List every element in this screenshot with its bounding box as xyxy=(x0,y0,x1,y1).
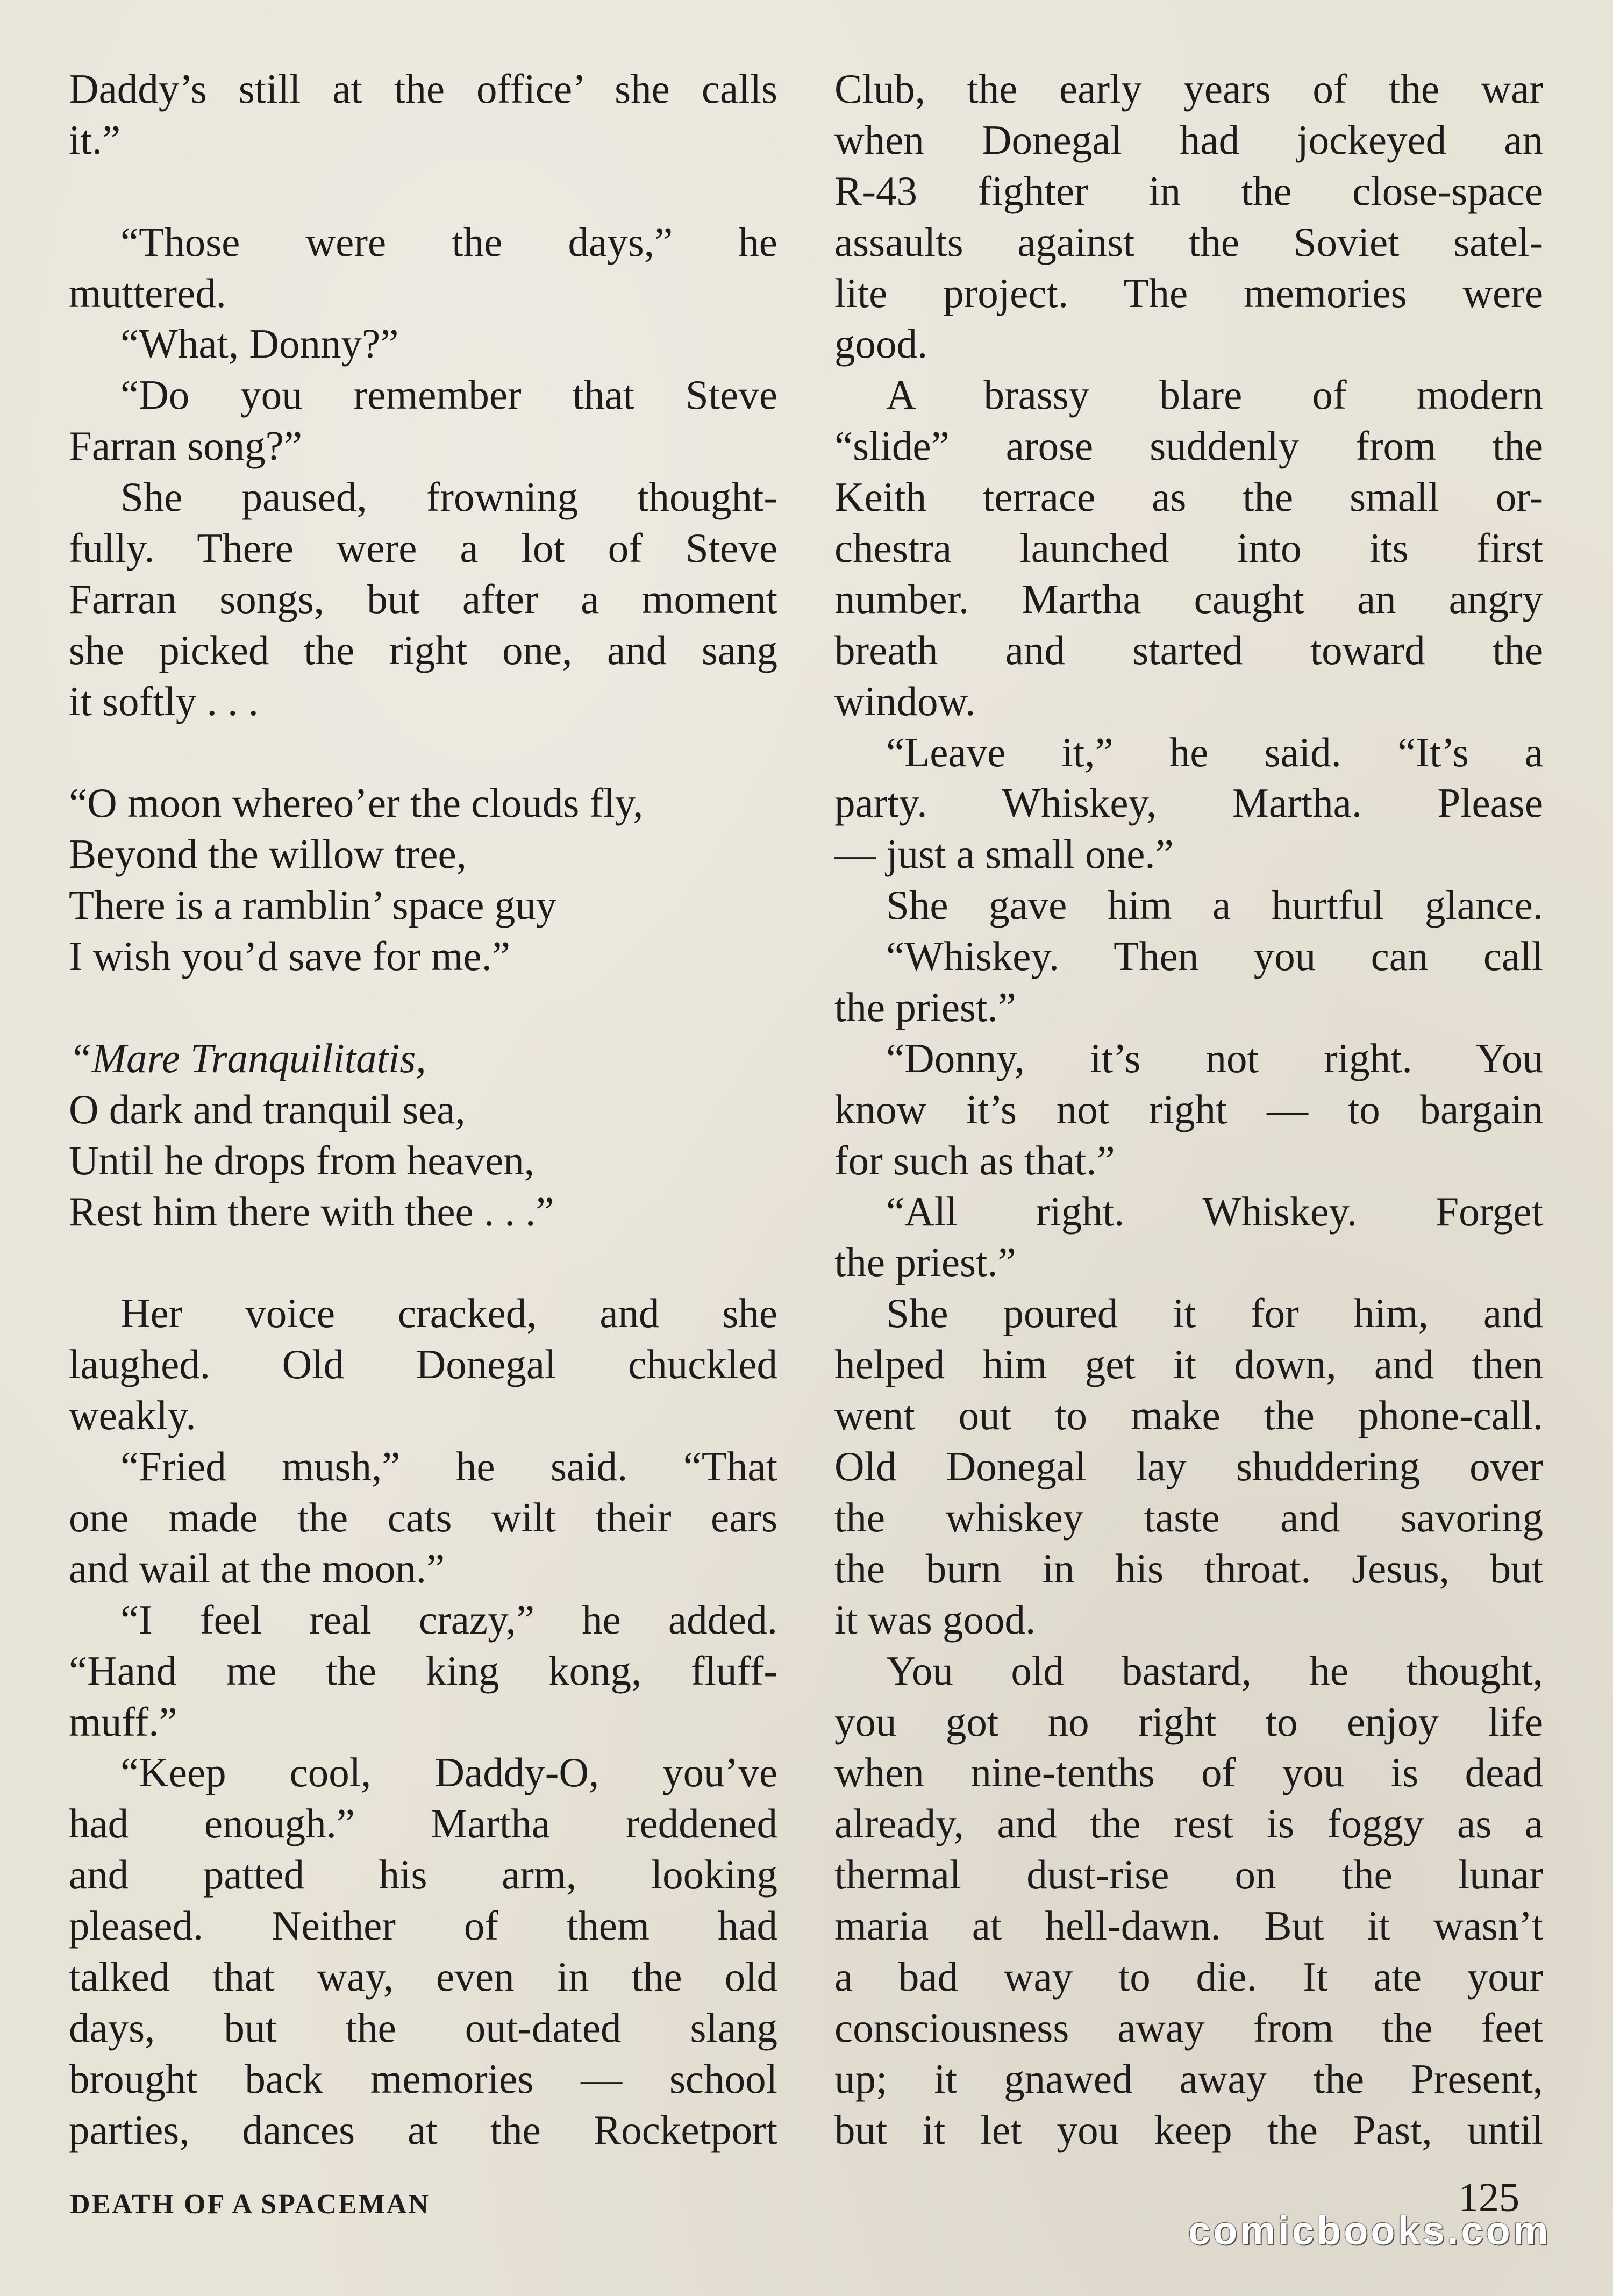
text-line: the burn in his throat. Jesus, but xyxy=(834,1545,1543,1592)
text-line: “Leave it,” he said. “It’s a xyxy=(886,729,1543,775)
left-text-column xyxy=(69,63,777,2156)
text-line: fully. There were a lot of Steve xyxy=(69,525,777,572)
text-line: number. Martha caught an angry xyxy=(834,575,1543,622)
right-text-column xyxy=(834,63,1543,2156)
text-line: Until he drops from heaven, xyxy=(69,1137,535,1183)
text-line: window. xyxy=(834,678,976,724)
text-line: for such as that.” xyxy=(834,1137,1115,1183)
text-line: “I feel real crazy,” he added. xyxy=(120,1596,777,1643)
text-line: She gave him a hurtful glance. xyxy=(886,882,1543,929)
text-line: muttered. xyxy=(69,269,226,316)
text-line: weakly. xyxy=(69,1392,196,1439)
text-line: thermal dust-rise on the lunar xyxy=(834,1851,1543,1898)
text-line: you got no right to enjoy life xyxy=(834,1698,1543,1745)
text-line: I wish you’d save for me.” xyxy=(69,933,511,980)
text-line: maria at hell-dawn. But it wasn’t xyxy=(834,1902,1543,1949)
text-line: went out to make the phone-call. xyxy=(834,1392,1543,1439)
text-line: the priest.” xyxy=(834,1239,1016,1286)
text-line: laughed. Old Donegal chuckled xyxy=(69,1341,777,1388)
text-line: it was good. xyxy=(834,1596,1036,1643)
text-line: Old Donegal lay shuddering over xyxy=(834,1443,1543,1490)
text-line: “Whiskey. Then you can call xyxy=(886,933,1543,980)
text-line: helped him get it down, and then xyxy=(834,1341,1543,1388)
paragraph-gap xyxy=(69,727,777,778)
text-line: and wail at the moon.” xyxy=(69,1545,445,1592)
text-line: There is a ramblin’ space guy xyxy=(69,882,557,929)
text-line: Farran songs, but after a moment xyxy=(69,575,777,622)
text-line: R-43 fighter in the close-space xyxy=(834,167,1543,214)
text-line: already, and the rest is foggy as a xyxy=(834,1800,1543,1847)
text-line: “Hand me the king kong, fluff- xyxy=(69,1647,777,1694)
text-line: Farran song?” xyxy=(69,423,303,469)
text-line: but it let you keep the Past, until xyxy=(834,2106,1543,2153)
text-line: chestra launched into its first xyxy=(834,525,1543,572)
text-line: consciousness away from the feet xyxy=(834,2004,1543,2051)
text-line: Club, the early years of the war xyxy=(834,66,1543,112)
text-line: — just a small one.” xyxy=(834,831,1174,878)
text-line: “What, Donny?” xyxy=(120,320,399,367)
text-line: and patted his arm, looking xyxy=(69,1851,777,1898)
site-watermark: comicbooks.com xyxy=(1188,2208,1551,2253)
running-footer-title: DEATH OF A SPACEMAN xyxy=(70,2189,430,2220)
text-line: “All right. Whiskey. Forget xyxy=(886,1188,1543,1235)
text-line: “Fried mush,” he said. “That xyxy=(120,1443,777,1490)
text-line: Daddy’s still at the office’ she calls xyxy=(69,66,777,112)
text-line: “Those were the days,” he xyxy=(120,218,777,265)
text-line: know it’s not right — to bargain xyxy=(834,1086,1543,1132)
page-number: 125 xyxy=(1458,2175,1519,2220)
text-line: it.” xyxy=(69,116,121,163)
text-line: the whiskey taste and savoring xyxy=(834,1494,1543,1541)
text-line: when Donegal had jockeyed an xyxy=(834,116,1543,163)
text-line: the priest.” xyxy=(834,984,1016,1031)
text-line: days, but the out-dated slang xyxy=(69,2004,777,2051)
text-line: “Do you remember that Steve xyxy=(120,372,777,418)
text-line: Her voice cracked, and she xyxy=(120,1290,777,1337)
text-line: “Donny, it’s not right. You xyxy=(886,1035,1543,1081)
text-line: talked that way, even in the old xyxy=(69,1953,777,2000)
text-line: A brassy blare of modern xyxy=(886,372,1543,418)
text-line: “slide” arose suddenly from the xyxy=(834,423,1543,469)
text-line: Keith terrace as the small or- xyxy=(834,474,1543,520)
text-line: parties, dances at the Rocketport xyxy=(69,2106,777,2153)
text-line: had enough.” Martha reddened xyxy=(69,1800,777,1847)
text-line: “Keep cool, Daddy-O, you’ve xyxy=(120,1749,777,1796)
paragraph-gap xyxy=(69,166,777,217)
text-line: “O moon whereo’er the clouds fly, xyxy=(69,780,644,826)
text-line: pleased. Neither of them had xyxy=(69,1902,777,1949)
text-line: She paused, frowning thought- xyxy=(120,474,777,520)
text-line: breath and started toward the xyxy=(834,626,1543,673)
text-line: good. xyxy=(834,320,928,367)
text-line: Rest him there with thee . . .” xyxy=(69,1188,554,1235)
text-line: You old bastard, he thought, xyxy=(886,1647,1543,1694)
text-line: when nine-tenths of you is dead xyxy=(834,1749,1543,1796)
text-line: lite project. The memories were xyxy=(834,269,1543,316)
text-line: a bad way to die. It ate your xyxy=(834,1953,1543,2000)
paragraph-gap xyxy=(69,982,777,1033)
text-line: “Mare Tranquilitatis, xyxy=(69,1035,426,1081)
text-line: She poured it for him, and xyxy=(886,1290,1543,1337)
text-line: brought back memories — school xyxy=(69,2055,777,2102)
text-line: one made the cats wilt their ears xyxy=(69,1494,777,1541)
text-line: assaults against the Soviet satel- xyxy=(834,218,1543,265)
text-line: Beyond the willow tree, xyxy=(69,831,467,878)
text-line: it softly . . . xyxy=(69,678,259,724)
text-line: she picked the right one, and sang xyxy=(69,626,777,673)
text-line: up; it gnawed away the Present, xyxy=(834,2055,1543,2102)
text-line: O dark and tranquil sea, xyxy=(69,1086,466,1132)
text-line: muff.” xyxy=(69,1698,177,1745)
paragraph-gap xyxy=(69,1237,777,1288)
text-line: party. Whiskey, Martha. Please xyxy=(834,780,1543,826)
